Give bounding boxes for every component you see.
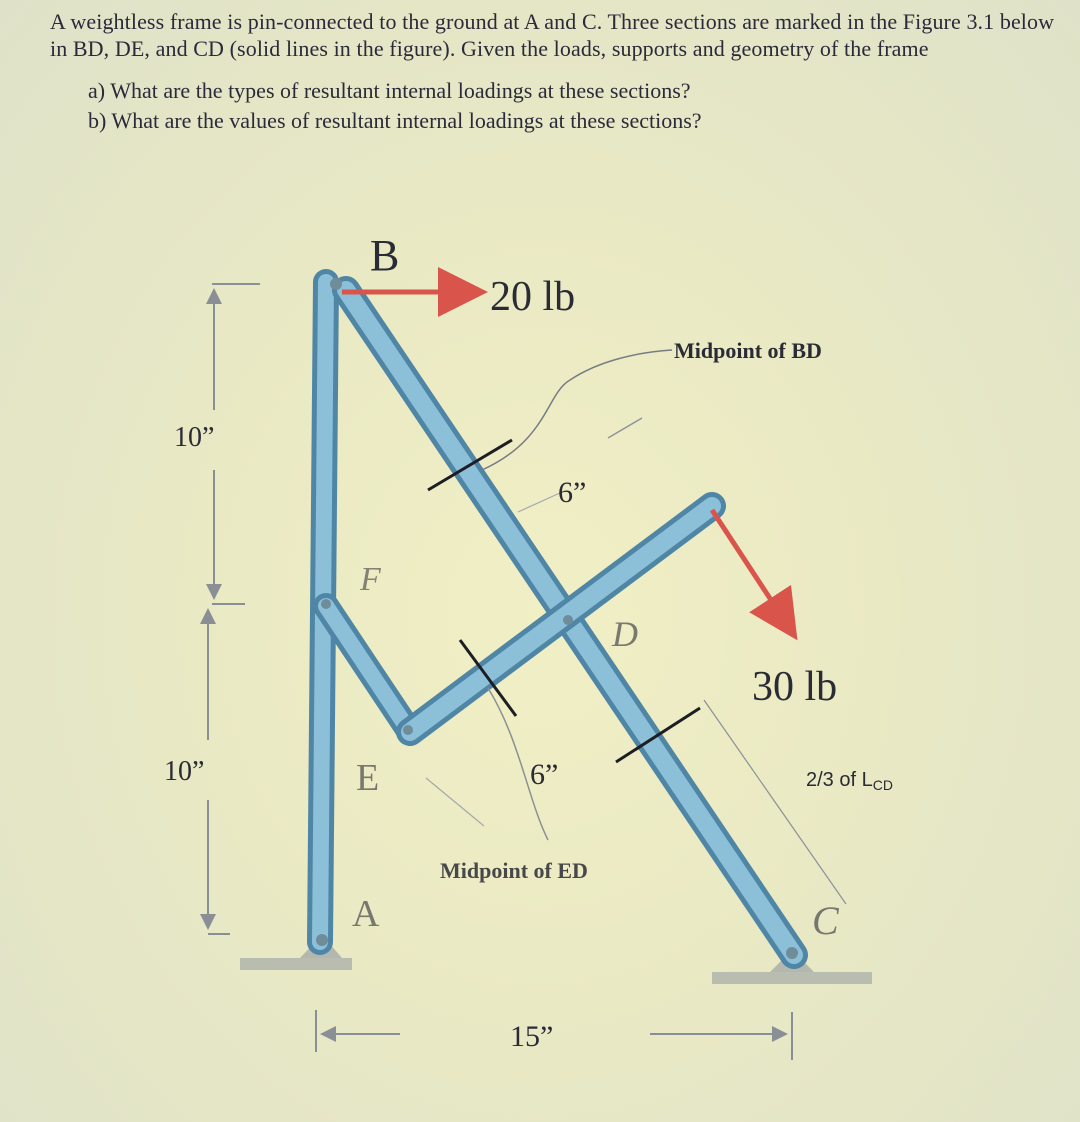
label-f: F (360, 561, 381, 598)
dim-tick-upper (608, 418, 642, 438)
leader-mid-bd (482, 350, 672, 470)
note-mid-bd: Midpoint of BD (674, 338, 822, 363)
question-a: a) What are the types of resultant internal loadings at these sections? (88, 78, 691, 103)
problem-intro: A weightless frame is pin-connected to the ground at A and C. Three sections are marked in the Figure 3.1 below in BD, DE, and CD (solid lines in the figure). Given the loads, supports and geometry of the frame (50, 9, 1055, 61)
ground-c (712, 972, 872, 984)
question-b: b) What are the values of resultant internal loadings at these sections? (88, 108, 702, 133)
note-lcd (806, 769, 893, 793)
support-a (240, 935, 352, 970)
dim-guide-upper (518, 492, 562, 512)
label-b: B (370, 231, 400, 280)
pin-c (786, 947, 798, 959)
label-load-d: 30 lb (752, 664, 838, 710)
note-lcd-main: 2/3 of L (806, 769, 873, 791)
dim-upper-label: 10” (174, 422, 215, 453)
ground-a (240, 958, 352, 970)
dim-width-label: 15” (510, 1020, 554, 1053)
dim-member-lower-label: 6” (530, 758, 559, 791)
note-mid-ed: Midpoint of ED (440, 858, 588, 883)
note-lcd-sub: CD (872, 777, 893, 793)
dim-guide-lower (426, 778, 484, 826)
label-c: C (812, 898, 839, 943)
load-arrow-d (712, 510, 792, 632)
label-a: A (352, 893, 380, 935)
dim-member-upper-label: 6” (558, 476, 587, 509)
pin-b (330, 278, 342, 290)
pin-e (403, 725, 413, 735)
pin-f (321, 599, 331, 609)
label-d: D (612, 614, 638, 654)
pin-a (316, 934, 328, 946)
dim-lower-label: 10” (164, 756, 205, 787)
pin-d (563, 615, 573, 625)
label-e: E (356, 757, 380, 799)
label-load-b: 20 lb (490, 274, 576, 320)
